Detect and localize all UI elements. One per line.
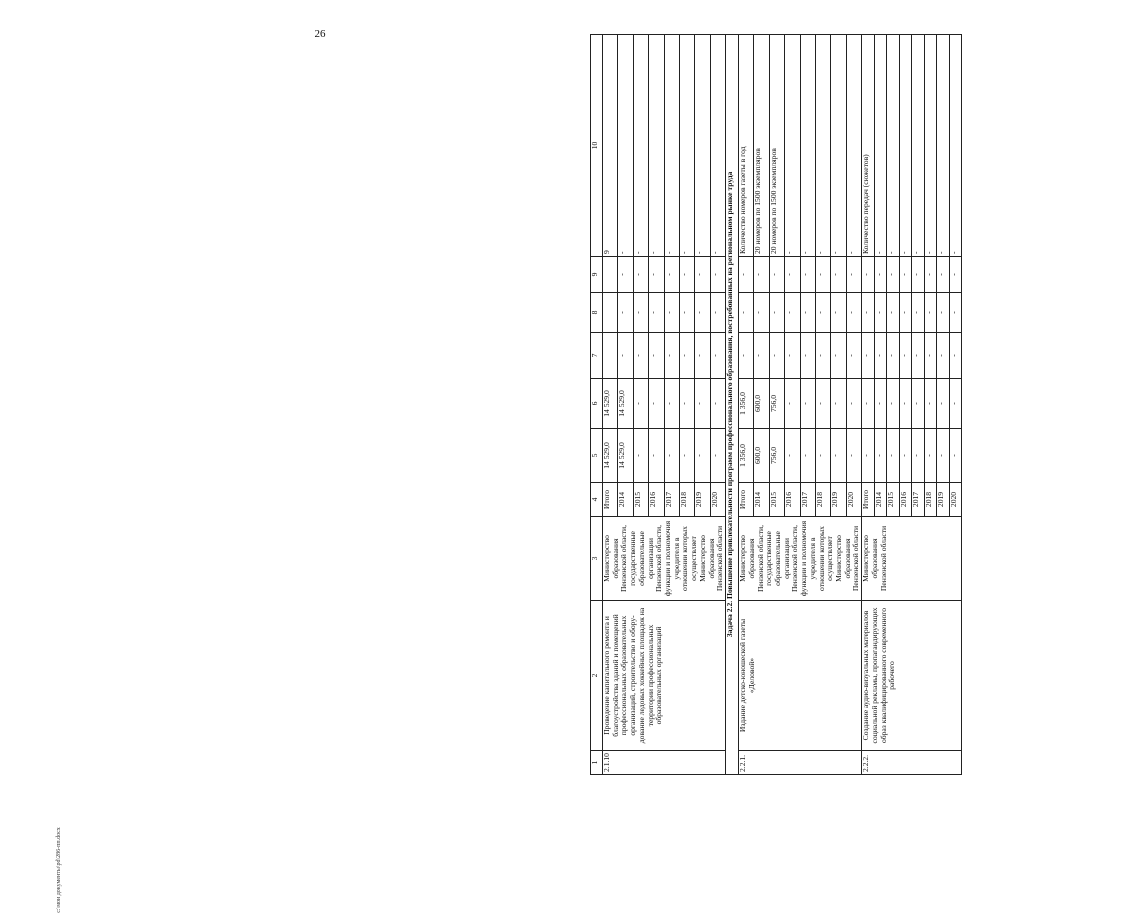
year-cell: 2018	[815, 483, 830, 517]
value-cell: -	[887, 429, 900, 483]
value-cell: -	[874, 293, 887, 333]
col-header: 7	[591, 333, 603, 379]
value-cell: -	[912, 293, 925, 333]
indicator-cell: -	[785, 35, 800, 257]
col-header: 3	[591, 517, 603, 601]
value-cell: -	[649, 257, 664, 293]
value-cell: -	[633, 257, 648, 293]
year-cell: 2018	[924, 483, 937, 517]
footer-file-path-text: c:\мои документы\pd\286-пп.docx	[56, 827, 62, 913]
page-number: 26	[314, 28, 326, 40]
table-row	[739, 35, 754, 775]
value-cell: -	[649, 429, 664, 483]
indicator-cell: -	[831, 35, 846, 257]
value-cell: -	[887, 293, 900, 333]
indicator-cell: -	[664, 35, 679, 257]
task-row	[726, 35, 739, 775]
indicator-cell: 9	[603, 35, 618, 257]
value-cell: -	[695, 429, 710, 483]
value-cell: -	[633, 429, 648, 483]
year-cell: Итого	[739, 483, 754, 517]
value-cell: -	[633, 333, 648, 379]
value-cell: -	[862, 257, 875, 293]
year-cell: 2020	[949, 483, 962, 517]
indicator-cell: -	[887, 35, 900, 257]
year-cell: 2016	[649, 483, 664, 517]
value-cell: -	[800, 379, 815, 429]
value-cell: -	[785, 293, 800, 333]
year-cell: 2018	[679, 483, 694, 517]
value-cell: -	[899, 429, 912, 483]
value-cell: -	[924, 429, 937, 483]
value-cell: -	[679, 257, 694, 293]
indicator-cell: -	[633, 35, 648, 257]
year-cell: 2016	[899, 483, 912, 517]
value-cell: -	[664, 379, 679, 429]
measure-executor: Министерство образования Пензенской области, государственные образовательные организации Пензенской области, функции и полномочия учредителя в отношении которых осуществляет Министерство образования Пензенской области	[603, 517, 726, 601]
value-cell: -	[899, 379, 912, 429]
value-cell: 14 529,0	[603, 429, 618, 483]
value-cell: -	[739, 293, 754, 333]
value-cell: -	[862, 333, 875, 379]
value-cell: -	[754, 333, 769, 379]
year-cell: 2015	[887, 483, 900, 517]
value-cell: -	[862, 429, 875, 483]
value-cell: -	[695, 257, 710, 293]
value-cell: -	[924, 379, 937, 429]
indicator-cell: Количество номеров газеты в год	[739, 35, 754, 257]
value-cell: -	[846, 257, 861, 293]
value-cell: -	[949, 429, 962, 483]
value-cell: -	[710, 429, 725, 483]
value-cell: -	[924, 333, 937, 379]
measure-number: 2.1.10	[603, 751, 726, 775]
value-cell: -	[831, 257, 846, 293]
value-cell: -	[785, 379, 800, 429]
value-cell: -	[618, 293, 633, 333]
measure-name: Создание аудио-визуальных материалов социальной рекламы, пропагандирующих образ квалифицированного современного рабочего	[862, 601, 962, 751]
measure-number: 2.2.1.	[739, 751, 862, 775]
value-cell: -	[618, 257, 633, 293]
year-cell: 2015	[769, 483, 784, 517]
year-cell: 2019	[937, 483, 950, 517]
value-cell: -	[899, 257, 912, 293]
col-header: 4	[591, 483, 603, 517]
value-cell: -	[664, 429, 679, 483]
value-cell: 14 529,0	[618, 429, 633, 483]
value-cell: -	[710, 257, 725, 293]
value-cell: -	[679, 333, 694, 379]
value-cell: -	[800, 257, 815, 293]
year-cell: 2015	[633, 483, 648, 517]
year-cell: 2020	[710, 483, 725, 517]
col-header: 8	[591, 293, 603, 333]
value-cell: -	[739, 257, 754, 293]
value-cell: -	[679, 293, 694, 333]
value-cell	[603, 257, 618, 293]
value-cell: -	[618, 333, 633, 379]
header-row	[591, 35, 603, 775]
year-cell: Итого	[603, 483, 618, 517]
value-cell: -	[785, 429, 800, 483]
value-cell: -	[679, 429, 694, 483]
value-cell: -	[912, 379, 925, 429]
value-cell: -	[785, 257, 800, 293]
col-header: 2	[591, 601, 603, 751]
table-wrapper	[590, 35, 1130, 775]
value-cell: -	[831, 293, 846, 333]
task-heading: Задача 2.2. Повышение привлекательности программ профессионального образования, востребованных на региональном рынке труда	[726, 35, 739, 775]
value-cell: -	[664, 333, 679, 379]
value-cell: -	[695, 333, 710, 379]
year-cell: 2014	[754, 483, 769, 517]
year-cell: Итого	[862, 483, 875, 517]
value-cell: -	[887, 333, 900, 379]
value-cell: -	[937, 333, 950, 379]
value-cell: 600,0	[754, 429, 769, 483]
col-header: 5	[591, 429, 603, 483]
measure-executor: Министерство образования Пензенской области	[862, 517, 962, 601]
value-cell: -	[887, 379, 900, 429]
value-cell: -	[937, 293, 950, 333]
measure-number: 2.2.2.	[862, 751, 962, 775]
value-cell	[603, 333, 618, 379]
indicator-cell: -	[815, 35, 830, 257]
value-cell: -	[815, 333, 830, 379]
value-cell: -	[862, 379, 875, 429]
indicator-cell: -	[937, 35, 950, 257]
value-cell: -	[785, 333, 800, 379]
value-cell: -	[846, 333, 861, 379]
value-cell: -	[874, 257, 887, 293]
year-cell: 2014	[618, 483, 633, 517]
value-cell: -	[831, 333, 846, 379]
value-cell: -	[846, 379, 861, 429]
year-cell: 2020	[846, 483, 861, 517]
indicator-cell: -	[710, 35, 725, 257]
indicator-cell: -	[679, 35, 694, 257]
value-cell: -	[649, 333, 664, 379]
indicator-cell: -	[874, 35, 887, 257]
indicator-cell: -	[649, 35, 664, 257]
measure-name: Проведение капитального ремонта и благоустройства зданий и помещений профессиональных образовательных организаций, строительство и обору-дование ледовых хоккейных площадок на территории профессиональных образовательных организаций	[603, 601, 726, 751]
value-cell: 1 356,0	[739, 379, 754, 429]
value-cell: -	[815, 257, 830, 293]
value-cell: -	[649, 379, 664, 429]
value-cell: -	[800, 333, 815, 379]
value-cell: -	[874, 379, 887, 429]
value-cell: -	[912, 257, 925, 293]
value-cell: -	[831, 429, 846, 483]
value-cell: -	[754, 293, 769, 333]
col-header: 1	[591, 751, 603, 775]
value-cell: -	[924, 257, 937, 293]
value-cell: -	[949, 333, 962, 379]
table-row	[862, 35, 875, 775]
year-cell: 2019	[695, 483, 710, 517]
col-header: 10	[591, 35, 603, 257]
value-cell: -	[912, 333, 925, 379]
value-cell: 1 356,0	[739, 429, 754, 483]
value-cell: -	[846, 293, 861, 333]
value-cell: -	[739, 333, 754, 379]
col-header: 6	[591, 379, 603, 429]
year-cell: 2016	[785, 483, 800, 517]
value-cell: -	[874, 429, 887, 483]
value-cell: -	[949, 257, 962, 293]
value-cell: -	[695, 379, 710, 429]
value-cell: -	[800, 429, 815, 483]
indicator-cell: -	[949, 35, 962, 257]
value-cell: -	[664, 293, 679, 333]
value-cell: -	[769, 257, 784, 293]
value-cell: -	[937, 429, 950, 483]
value-cell: -	[695, 293, 710, 333]
value-cell: -	[679, 379, 694, 429]
value-cell: -	[831, 379, 846, 429]
value-cell: -	[649, 293, 664, 333]
footer-file-path	[52, 827, 66, 913]
indicator-cell: Количество передач (сюжетов)	[862, 35, 875, 257]
value-cell: -	[862, 293, 875, 333]
table-body	[603, 35, 962, 775]
value-cell: -	[754, 257, 769, 293]
value-cell: -	[874, 333, 887, 379]
year-cell: 2014	[874, 483, 887, 517]
measure-executor: Министерство образования Пензенской области, государственные образовательные организации Пензенской области, функции и полномочия учредителя в отношении которых осуществляет Министерство образования Пензенской области	[739, 517, 862, 601]
value-cell: 600,0	[754, 379, 769, 429]
indicator-cell: -	[846, 35, 861, 257]
value-cell: -	[815, 379, 830, 429]
rotated-table-container	[590, 35, 1130, 775]
indicator-cell: -	[912, 35, 925, 257]
value-cell: -	[937, 379, 950, 429]
indicator-cell: -	[899, 35, 912, 257]
col-header: 9	[591, 257, 603, 293]
value-cell: -	[769, 293, 784, 333]
value-cell: -	[710, 333, 725, 379]
indicator-cell: 20 номеров по 1500 экземпляров	[754, 35, 769, 257]
value-cell: -	[815, 293, 830, 333]
value-cell: -	[949, 293, 962, 333]
value-cell: -	[710, 293, 725, 333]
value-cell: -	[949, 379, 962, 429]
value-cell: -	[937, 257, 950, 293]
indicator-cell: -	[924, 35, 937, 257]
value-cell: -	[815, 429, 830, 483]
indicator-cell: -	[695, 35, 710, 257]
value-cell: -	[912, 429, 925, 483]
value-cell	[603, 293, 618, 333]
value-cell: -	[846, 429, 861, 483]
value-cell: -	[899, 293, 912, 333]
value-cell: -	[633, 379, 648, 429]
value-cell: -	[710, 379, 725, 429]
year-cell: 2017	[800, 483, 815, 517]
year-cell: 2019	[831, 483, 846, 517]
year-cell: 2017	[664, 483, 679, 517]
value-cell: -	[633, 293, 648, 333]
measure-name: Издание детско-юношеской газеты «Деловой»	[739, 601, 862, 751]
indicator-cell: -	[618, 35, 633, 257]
year-cell: 2017	[912, 483, 925, 517]
program-table	[590, 34, 962, 775]
value-cell: -	[800, 293, 815, 333]
value-cell: -	[769, 333, 784, 379]
indicator-cell: 20 номеров по 1500 экземпляров	[769, 35, 784, 257]
value-cell: -	[887, 257, 900, 293]
value-cell: 756,0	[769, 379, 784, 429]
value-cell: -	[899, 333, 912, 379]
indicator-cell: -	[800, 35, 815, 257]
value-cell: 14 529,0	[618, 379, 633, 429]
table-row	[603, 35, 618, 775]
value-cell: 14 529,0	[603, 379, 618, 429]
value-cell: -	[664, 257, 679, 293]
value-cell: -	[924, 293, 937, 333]
value-cell: 756,0	[769, 429, 784, 483]
